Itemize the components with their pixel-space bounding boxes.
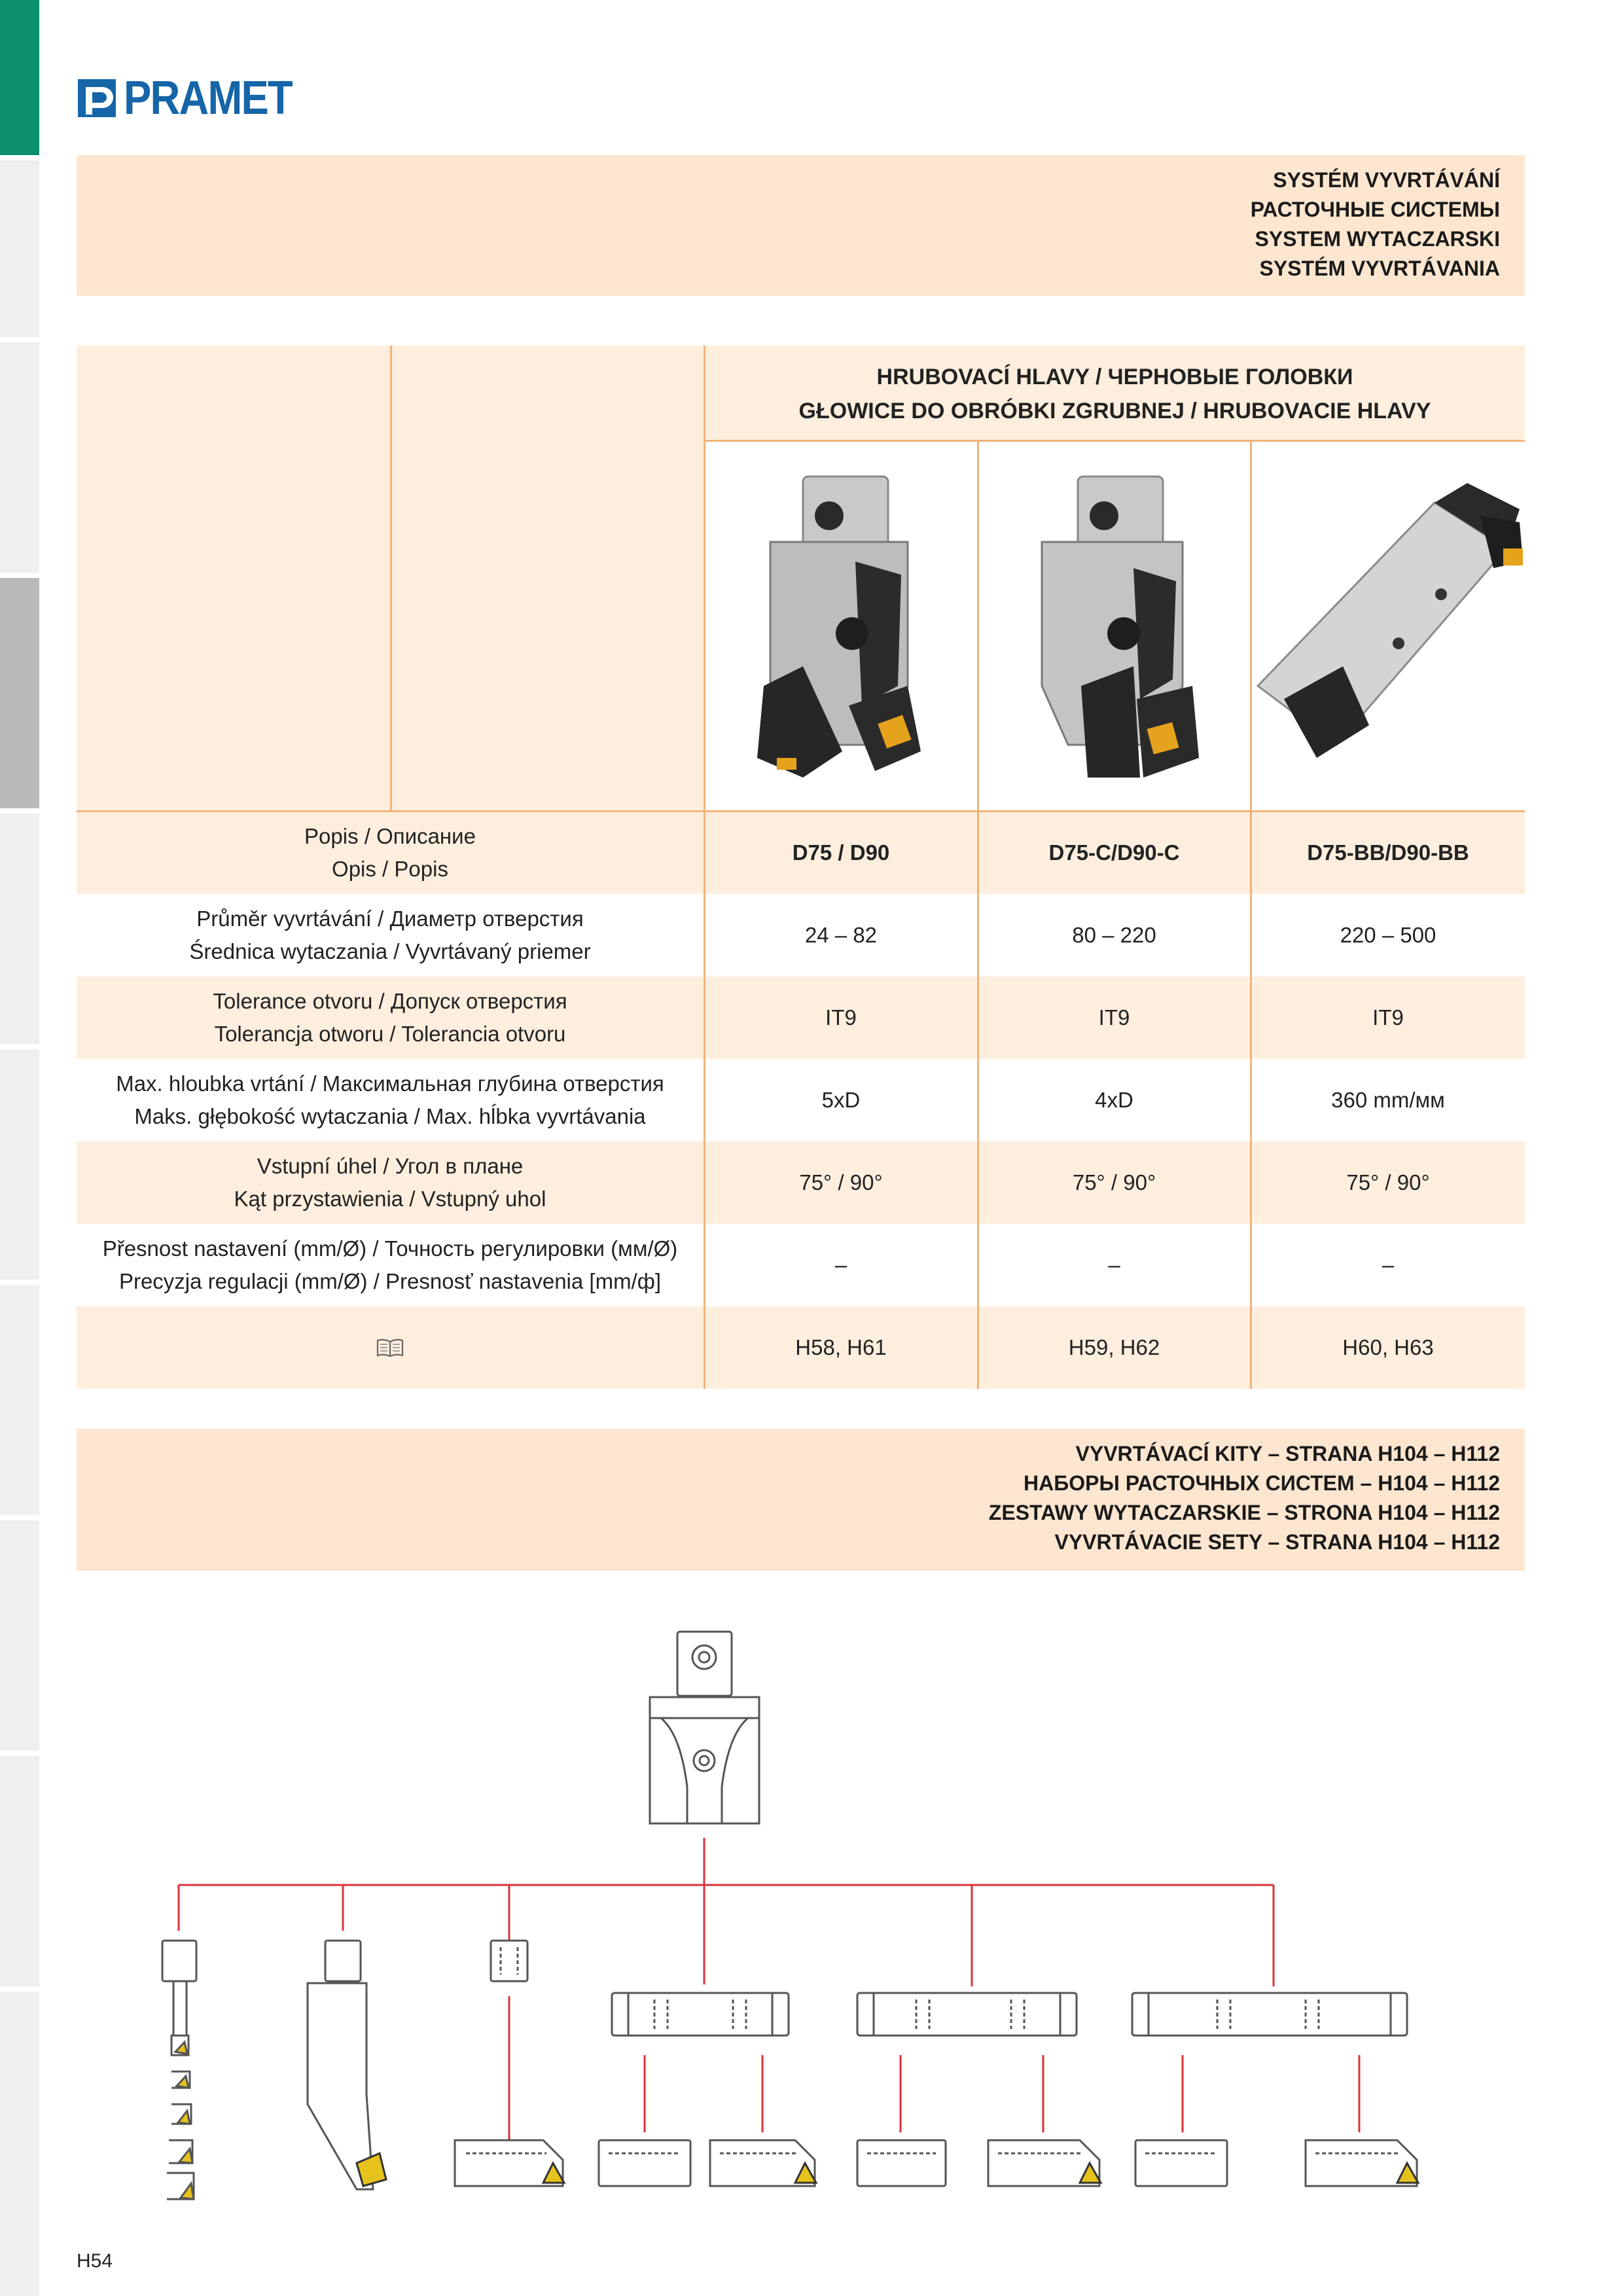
kits-line-cz[interactable]: VYVRTÁVACÍ KITY – STRANA H104 – H112 [1075, 1442, 1500, 1465]
row-label-page-ref [77, 1306, 704, 1389]
diagram-cartridges [455, 2140, 1418, 2186]
system-diagram [0, 1597, 1623, 2212]
side-tab[interactable] [0, 160, 39, 337]
diagram-large-bar [308, 1941, 386, 2189]
system-header-band [77, 155, 1525, 296]
precision-value: – [1382, 1253, 1395, 1277]
max-depth-value: 4xD [1095, 1088, 1133, 1112]
diameter-value: 24 – 82 [804, 923, 878, 947]
kits-line-pl[interactable]: ZESTAWY WYTACZARSKIE – STRONA H104 – H112 [988, 1501, 1500, 1524]
group-title [705, 355, 1525, 433]
entry-angle-value: 75° / 90° [1072, 1170, 1156, 1194]
precision-value: – [834, 1253, 847, 1277]
diagram-small-bar [162, 1941, 196, 2199]
precision-value: – [1108, 1253, 1120, 1277]
side-tab[interactable] [0, 1285, 39, 1515]
page-ref-link[interactable]: H58, H61 [795, 1335, 887, 1359]
side-tab-active[interactable] [0, 0, 39, 155]
diagram-main-head [650, 1632, 759, 1823]
row-label-diameter: Průměr vyvrtávání / Диаметр отверстия Średnica wytaczania / Vyvrtávaný priemer [189, 906, 591, 963]
max-depth-value: 5xD [821, 1088, 861, 1112]
row-label-description: Popis / Описание Opis / Popis [304, 824, 476, 881]
system-title-sk: SYSTÉM VYVRTÁVANIA [1259, 257, 1500, 280]
page-ref-link[interactable]: H60, H63 [1342, 1335, 1434, 1359]
product-image-d75-d90 [731, 470, 954, 791]
kits-band [77, 1429, 1525, 1571]
book-icon [376, 1338, 404, 1357]
tolerance-value: IT9 [1098, 1005, 1130, 1030]
group-title-line-1: HRUBOVACÍ HLAVY / ЧЕРНОВЫЕ ГОЛОВКИ [876, 365, 1353, 389]
diagram-slide-1 [612, 1993, 789, 2036]
row-label-max-depth: Max. hloubka vrtání / Максимальная глубина отверстия Maks. głębokość wytaczania / Max. hĺbka vyvrtávania [116, 1071, 664, 1128]
group-title-line-2: GŁOWICE DO OBRÓBKI ZGRUBNEJ / HRUBOVACIE HLAVY [798, 399, 1431, 423]
tolerance-value: IT9 [1372, 1005, 1404, 1030]
product-image-d75bb-d90bb [1245, 470, 1533, 791]
side-tab-current[interactable] [0, 578, 39, 808]
kits-lines [989, 1439, 1500, 1557]
diagram-connectors [179, 1838, 1359, 2140]
side-tab[interactable] [0, 814, 39, 1044]
diagram-adapter [491, 1941, 527, 1981]
row-label-tolerance: Tolerance otvoru / Допуск отверстия Tolerancja otworu / Tolerancia otvoru [213, 989, 567, 1046]
model-d75c-d90c: D75-C/D90-C [1048, 840, 1180, 865]
kits-line-ru[interactable]: НАБОРЫ РАСТОЧНЫХ СИСТЕМ – H104 – H112 [1024, 1471, 1500, 1495]
product-image-d75c-d90c [1003, 470, 1225, 791]
model-d75-d90: D75 / D90 [792, 840, 890, 865]
tolerance-value: IT9 [825, 1005, 857, 1030]
pramet-logo-icon [77, 78, 117, 118]
diagram-slide-2 [857, 1993, 1077, 2036]
diameter-value: 80 – 220 [1072, 923, 1156, 947]
row-label-precision: Přesnost nastavení (mm/Ø) / Точность регулировки (мм/Ø) Precyzja regulacji (mm/Ø) / Presnosť nastavenia [mm/ф] [102, 1236, 678, 1293]
brand-name: PRAMET [124, 72, 292, 124]
diameter-value: 220 – 500 [1340, 923, 1436, 947]
side-tab[interactable] [0, 342, 39, 573]
row-label-entry-angle: Vstupní úhel / Угол в плане Kąt przystawienia / Vstupný uhol [234, 1154, 546, 1211]
pramet-logo [77, 72, 315, 124]
entry-angle-value: 75° / 90° [1346, 1170, 1430, 1194]
page-ref-link[interactable]: H59, H62 [1068, 1335, 1160, 1359]
max-depth-value: 360 mm/мм [1331, 1088, 1445, 1112]
system-title-cz: SYSTÉM VYVRTÁVÁNÍ [1273, 168, 1500, 192]
diagram-slide-3 [1132, 1993, 1407, 2036]
model-d75bb-d90bb: D75-BB/D90-BB [1307, 840, 1469, 865]
system-title-ru: РАСТОЧНЫЕ СИСТЕМЫ [1250, 198, 1500, 221]
system-title-lines [1251, 166, 1500, 283]
entry-angle-value: 75° / 90° [799, 1170, 883, 1194]
system-title-pl: SYSTEM WYTACZARSKI [1255, 227, 1500, 251]
page-number: H54 [77, 2250, 113, 2272]
kits-line-sk[interactable]: VYVRTÁVACIE SETY – STRANA H104 – H112 [1054, 1530, 1500, 1554]
side-tab[interactable] [0, 1049, 39, 1280]
